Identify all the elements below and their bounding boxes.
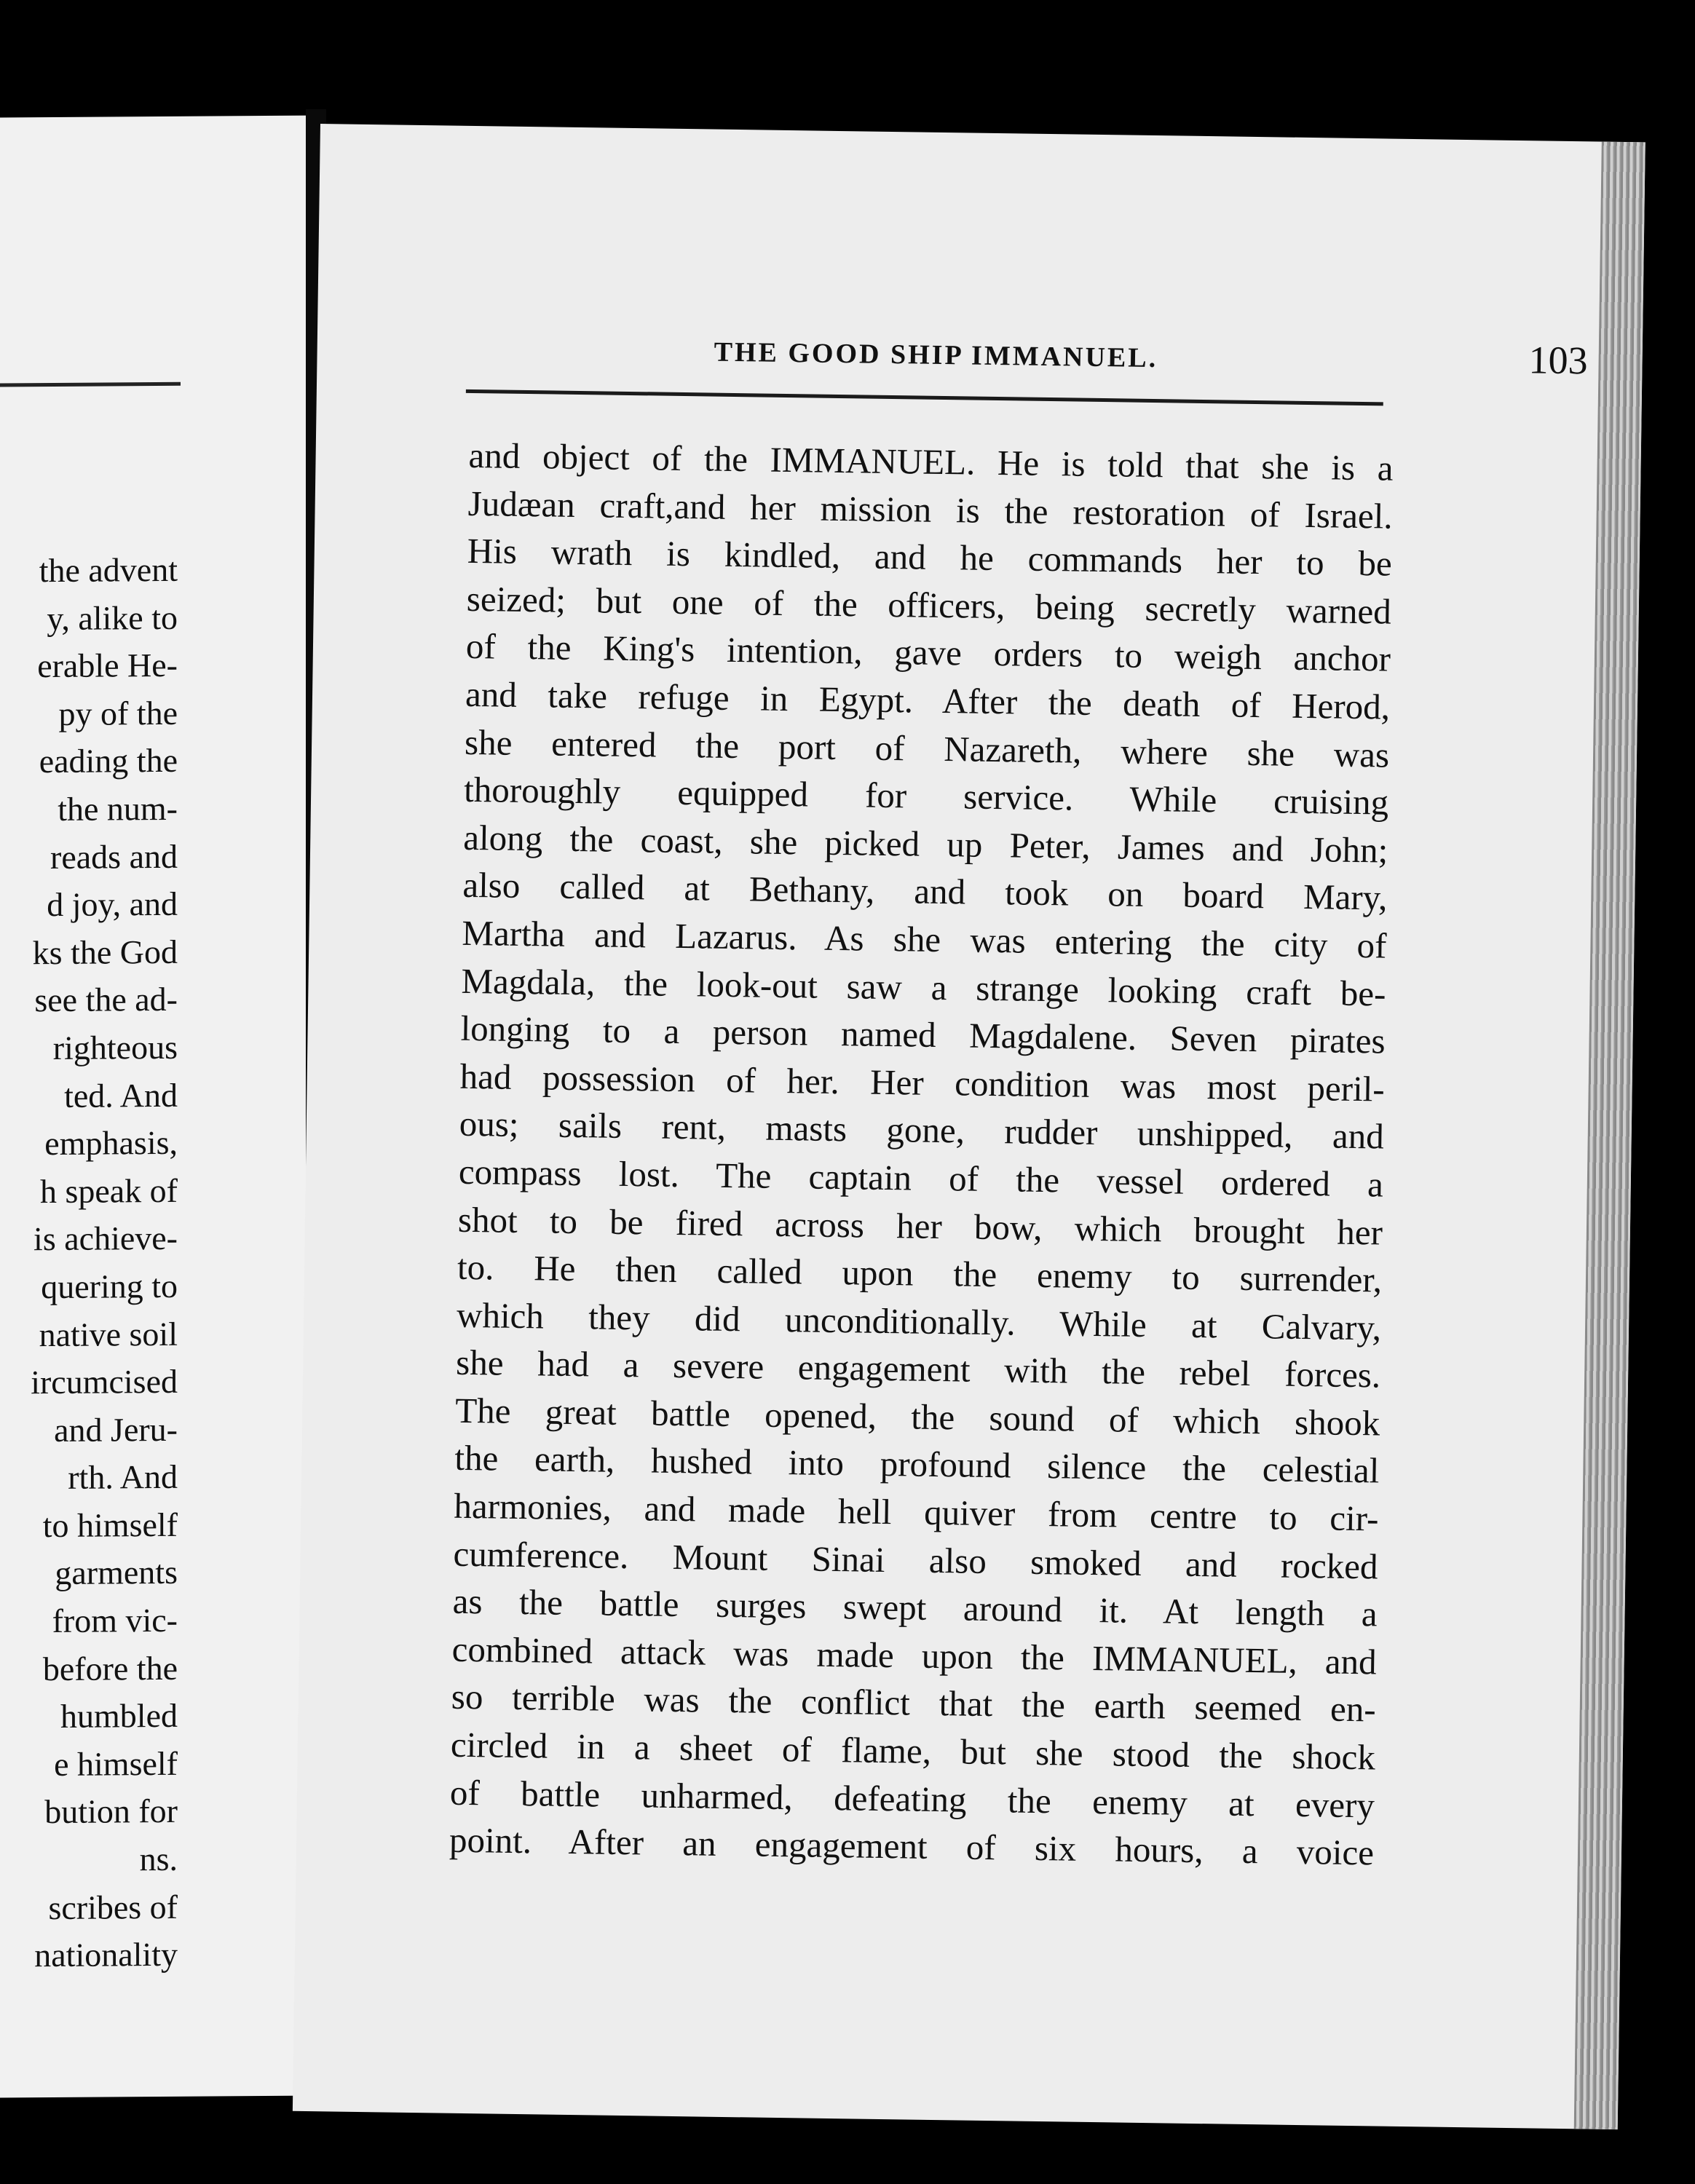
text-line: harmonies, and made hell quiver from centre to cir- (454, 1485, 1379, 1539)
text-line: along the coast, she picked up Peter, James and John; (462, 817, 1388, 871)
left-line: to himself (42, 1506, 178, 1545)
left-line: y, alike to (47, 598, 178, 637)
left-line: ns. (139, 1840, 178, 1878)
text-line: had possession of her. Her condition was most peril- (459, 1056, 1386, 1109)
left-line: ted. And (64, 1076, 178, 1115)
left-line: ircumcised (31, 1362, 178, 1401)
text-line: seized; but one of the officers, being secretly warned (466, 578, 1392, 632)
left-line: garments (55, 1554, 178, 1592)
left-line: rth. And (68, 1458, 178, 1497)
left-line: the advent (39, 550, 178, 590)
page-edge (1574, 142, 1645, 2130)
text-line: thoroughly equipped for service. While cruising (463, 769, 1389, 823)
page-number: 103 (1528, 338, 1589, 383)
text-line: as the battle surges swept around it. At length a (452, 1580, 1378, 1634)
left-line: the num- (58, 789, 178, 828)
header-rule (466, 389, 1383, 406)
text-line: compass lost. The captain of the vessel ordered a (458, 1151, 1384, 1205)
left-page (0, 115, 320, 2097)
left-line: h speak of (39, 1171, 178, 1210)
text-line: point. After an engagement of six hours, a voice (449, 1819, 1375, 1873)
text-line: and object of the IMMANUEL. He is told that she is a (468, 435, 1394, 488)
text-line: Martha and Lazarus. As she was entering the city of (462, 912, 1387, 966)
left-header-rule (0, 382, 181, 387)
left-line: eading the (39, 742, 178, 780)
left-line: humbled (60, 1697, 178, 1736)
text-line: The great battle opened, the sound of which shook (454, 1390, 1380, 1444)
left-line: native soil (39, 1315, 178, 1353)
left-line: is achieve- (33, 1219, 178, 1258)
text-line: of the King's intention, gave orders to weigh anchor (465, 626, 1391, 679)
left-line: from vic- (52, 1601, 178, 1640)
text-line: which they did unconditionally. While at Calvary, (456, 1294, 1382, 1348)
left-line: bution for (44, 1792, 178, 1831)
left-line: d joy, and (47, 885, 178, 924)
left-line: e himself (54, 1744, 178, 1783)
text-line: His wrath is kindled, and he commands her to be (467, 531, 1393, 584)
text-line: ous; sails rent, masts gone, rudder unshipped, and (459, 1104, 1385, 1157)
text-line: she entered the port of Nazareth, where she was (464, 721, 1390, 775)
left-line: see the ad- (34, 981, 178, 1019)
left-line: righteous (52, 1028, 178, 1067)
running-head (466, 323, 1588, 396)
running-title: THE GOOD SHIP IMMANUEL. (714, 336, 1158, 374)
left-line: before the (42, 1649, 178, 1688)
text-line: also called at Bethany, and took on board Mary, (462, 865, 1388, 918)
left-line: emphasis, (44, 1123, 178, 1163)
text-line: longing to a person named Magdalene. Seven pirates (460, 1008, 1386, 1061)
text-line: cumference. Mount Sinai also smoked and rocked (453, 1533, 1378, 1587)
text-line: combined attack was made upon the IMMANUEL, and (451, 1629, 1378, 1682)
text-line: and take refuge in Egypt. After the death of Herod, (465, 673, 1391, 727)
text-line: of battle unharmed, defeating the enemy at every (449, 1772, 1375, 1826)
text-line: to. He then called upon the enemy to surrender, (457, 1246, 1383, 1300)
left-line: py of the (58, 694, 178, 732)
text-line: the earth, hushed into profound silence the celestial (454, 1438, 1380, 1491)
left-line: reads and (50, 837, 178, 876)
text-line: so terrible was the conflict that the earth seemed en- (451, 1677, 1377, 1730)
left-line: ks the God (32, 933, 178, 971)
text-line: shot to be fired across her bow, which brought her (457, 1199, 1383, 1253)
left-line: quering to (41, 1267, 178, 1306)
text-line: circled in a sheet of flame, but she stood the shock (450, 1724, 1376, 1778)
left-line: and Jeru- (54, 1410, 178, 1449)
left-page-text (0, 546, 178, 1980)
text-line: she had a severe engagement with the rebel forces. (455, 1342, 1381, 1396)
body-text (449, 432, 1394, 1877)
left-line: erable He- (37, 646, 178, 685)
left-line: nationality (34, 1936, 178, 1974)
text-line: Judæan craft,and her mission is the restoration of Israel. (467, 483, 1394, 537)
text-line: Magdala, the look-out saw a strange looking craft be- (461, 960, 1386, 1014)
right-page (293, 124, 1645, 2129)
left-line: scribes of (48, 1888, 178, 1926)
